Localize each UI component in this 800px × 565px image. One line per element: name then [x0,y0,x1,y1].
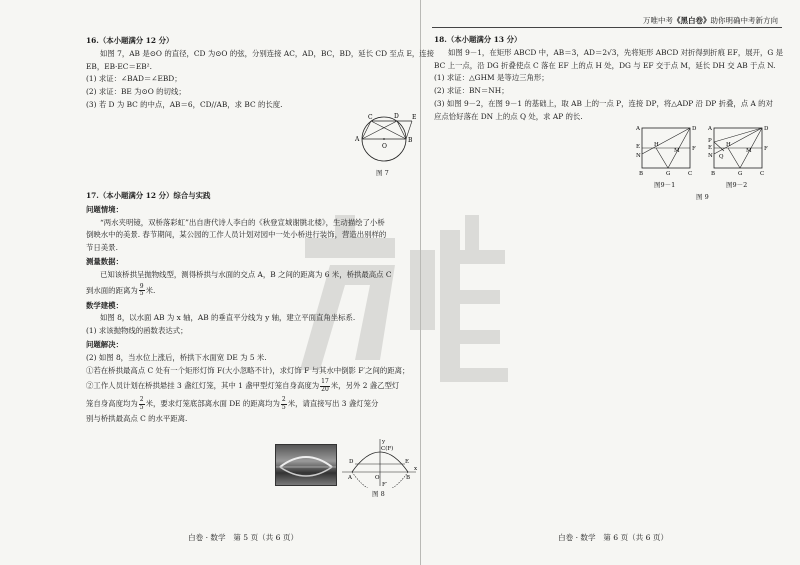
figure-9-1-caption: 图9－1 [654,181,676,189]
figure-9-2-rectangle-diagram [704,122,774,180]
figure-9-caption: 图 9 [696,193,709,201]
fig8-label-y: y [382,439,386,445]
q17-section-solution: 问题解决： [86,339,123,349]
fig9-1-label-h: H [654,142,659,148]
fig9-1-label-m: M [674,148,680,154]
q17-situation-line-2: 倒映水中的美景. 春节期间，某公园的工作人员计划对园中一处小桥进行装饰，营造出别样的 [86,230,387,240]
q17-measurement-line-2 [86,282,409,299]
footer-page-6: 白卷 · 数学 第 6 页（共 6 页） [558,533,669,542]
fig8-label-c: C(F) [381,446,394,452]
fig7-label-e: E [412,114,417,121]
header-prefix: 万唯中考 [643,16,673,25]
fig8-label-d: D [349,459,354,465]
fig8-label-e: E [405,459,410,465]
figure-7-caption: 图 7 [376,169,389,177]
footer-page-5: 白卷 · 数学 第 5 页（共 6 页） [188,533,299,542]
fig9-1-label-e: E [636,144,641,150]
fig9-2-label-m: M [746,148,752,154]
q17-section-situation: 问题情境： [86,204,123,214]
q17-section-modeling: 数学建模： [86,300,123,310]
q18-line-1: 如图 9－1，在矩形 ABCD 中，AB＝3，AD＝2√3，先将矩形 ABCD 对折得到折痕 EF，展开，G 是 [448,47,784,57]
fig9-1-label-b: B [639,171,644,177]
q17-part-2-sub-1: ①若在桥拱最高点 C 处有一个矩形灯饰 F(大小忽略不计)，求灯饰 F 与其水中倒影 F′之间的距离； [86,365,410,375]
fig8-label-b: B [406,475,411,481]
fig9-2-label-p: P [708,138,712,144]
fig9-2-label-g: G [738,171,743,177]
fig7-label-o: O [382,143,387,150]
fig9-1-label-f: F [692,146,696,152]
q16-title: 16.（本小题满分 12 分） [86,36,174,45]
fig7-label-d: D [394,113,399,120]
running-header [643,15,778,26]
question-18 [434,34,783,124]
q17-modeling-line: 如图 8，以水面 AB 为 x 轴，AB 的垂直平分线为 y 轴，建立平面直角坐标系. [100,313,356,323]
q16-line-2: EB，EB·EC＝EB². [86,61,152,71]
q18-line-2: BC 上一点，沿 DG 折叠使点 C 落在 EF 上的点 H 处，DG 与 EF 交于点 M，延长 DH 交 AB 于点 N. [434,60,776,70]
fig7-label-a: A [355,136,360,143]
fig8-label-a: A [348,475,352,481]
fig9-2-label-f: F [764,146,768,152]
fig9-2-label-n: N [708,153,713,159]
figure-7-circle-diagram [350,106,420,168]
q17-situation-line-3: 节日美景. [86,243,118,253]
fig9-2-label-b: B [711,171,716,177]
fraction-9-5: $\frac{9}{5}$ [139,282,144,298]
fig8-label-x: x [414,466,418,472]
question-16 [86,35,434,112]
figure-8-parabola-diagram [340,436,420,488]
q17-measurement-text-a: 到水面的距离为 [86,285,138,295]
question-17 [86,190,409,426]
bridge-photo [275,444,337,486]
q18-part-2: (2) 求证：BN＝NH； [434,86,509,96]
q18-part-1: (1) 求证：△GHM 是等边三角形； [434,73,549,83]
q17-part-1: (1) 求该抛物线的函数表达式； [86,326,188,336]
fig9-1-label-g: G [666,171,671,177]
q17-part-2: (2) 如图 8，当水位上涨后，桥拱下水面宽 DE 为 5 米. [86,352,267,362]
fraction-2-5-b: $\frac{2}{5}$ [281,396,286,411]
q17-measurement-line-1: 已知该桥拱呈抛物线型，测得桥拱与水面的交点 A，B 之间的距离为 6 米，桥拱最高点 C [100,269,392,279]
figure-9-2-caption: 图9－2 [726,181,748,189]
q17-part-2-sub-2-cont: 笼自身高度均为 $\frac{2}{5}$ 米，要求灯笼底部离水面 DE 的距离均为 $\frac{2}{5}$ 米，请直接写出 3 盏灯笼分 [86,396,379,411]
fig9-2-label-h: H [726,142,731,148]
q17-part-2-sub-2: ②工作人员计划在桥拱悬挂 3 盏红灯笼，其中 1 盏甲型灯笼自身高度为 $\frac{17}{20}$ 米，另外 2 盏乙型灯 [86,378,400,393]
q16-part-2: (2) 求证：BE 为⊙O 的切线； [86,87,186,97]
fraction-17-20: $\frac{17}{20}$ [321,378,329,393]
fig9-2-label-e: E [708,145,713,151]
q16-part-3: (3) 若 D 为 BC 的中点，AB＝6，CD//AB，求 BC 的长度. [86,99,283,109]
fig7-label-b: B [408,137,413,144]
figure-8-caption: 图 8 [372,490,385,498]
q17-measurement-text-b: 米. [145,285,156,295]
q17-situation-line-1: “两水夹明镜，双桥落彩虹”出自唐代诗人李白的《秋登宣城谢朓北楼》，生动描绘了小桥 [100,217,385,227]
header-suffix: 助你明确中考新方向 [710,16,778,25]
q16-part-1: (1) 求证：∠BAD＝∠EBD； [86,74,182,84]
q17-title: 17.（本小题满分 12 分）综合与实践 [86,191,211,200]
fig9-2-label-q: Q [719,154,724,160]
fig9-2-label-d: D [764,126,769,132]
fig9-1-label-n: N [636,153,641,159]
fig9-1-label-a: A [636,126,640,132]
q18-part-3-line-2: 应点恰好落在 DN 上的点 Q 处，求 AP 的长. [434,111,583,121]
q18-part-3-line-1: (3) 如图 9－2，在图 9－1 的基础上，取 AB 上的一点 P，连接 DP，将△ADP 沿 DP 折叠，点 A 的对 [434,98,773,108]
fig9-1-label-d: D [692,126,697,132]
q17-part-2-sub-2-end: 别与桥拱最高点 C 的水平距离. [86,414,188,424]
fig9-2-label-a: A [708,126,712,132]
figure-9-1-rectangle-diagram [632,122,702,180]
fig8-label-f-prime: F′ [382,482,388,488]
fraction-2-5-a: $\frac{2}{5}$ [139,396,144,411]
fig8-label-o: O [375,475,380,481]
fig7-label-c: C [368,114,373,121]
q16-line-1: 如图 7，AB 是⊙O 的直径，CD 为⊙O 的弦，分别连接 AC，AD，BC，BD，延长 CD 至点 E，连接 [100,48,435,58]
fig9-1-label-c: C [688,171,693,177]
q18-title: 18.（本小题满分 13 分） [434,35,522,44]
fig9-2-label-c: C [760,171,765,177]
header-brand: 《黑白卷》 [673,16,711,25]
header-rule [432,27,782,28]
q17-section-measurement: 测量数据： [86,256,123,266]
